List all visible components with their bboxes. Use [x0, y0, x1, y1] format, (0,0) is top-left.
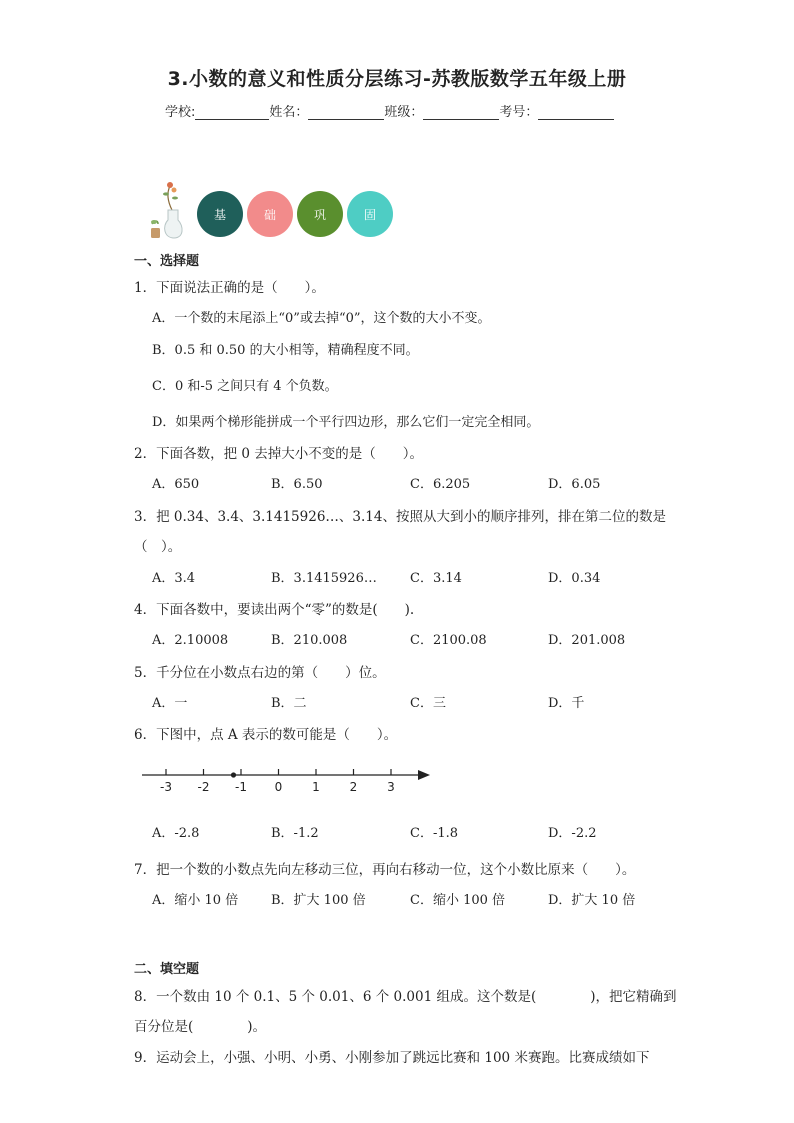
question-8-line-2: 百分位是( )。 — [134, 1019, 267, 1035]
question-5-option-d[interactable]: D．千 — [548, 696, 585, 711]
point-a-marker — [231, 772, 236, 777]
question-7-stem: 7．把一个数的小数点先向左移动三位，再向右移动一位，这个小数比原来（ ）。 — [134, 862, 636, 878]
question-6-stem: 6．下图中，点 A 表示的数可能是（ ）。 — [134, 727, 398, 743]
number-line-tick-label: -1 — [235, 780, 247, 794]
question-1-stem: 1．下面说法正确的是（ ）。 — [134, 280, 325, 296]
question-3-stem-continued: （ ）。 — [134, 539, 182, 555]
question-6-option-c[interactable]: C．-1.8 — [410, 826, 459, 841]
arrow-icon — [418, 770, 430, 780]
number-line-tick-label: 0 — [274, 780, 283, 794]
question-4-option-d[interactable]: D．201.008 — [548, 633, 626, 648]
question-3-option-a[interactable]: A．3.4 — [152, 571, 196, 586]
name-label: 姓名： — [269, 105, 309, 120]
question-7-option-a[interactable]: A．缩小 10 倍 — [152, 893, 239, 908]
question-3-option-c[interactable]: C．3.14 — [410, 571, 462, 586]
number-line-tick-label: -3 — [160, 780, 172, 794]
question-9-line-1: 9．运动会上，小强、小明、小勇、小刚参加了跳远比赛和 100 米赛跑。比赛成绩如下 — [134, 1050, 650, 1066]
number-line-tick-label: 2 — [349, 780, 358, 794]
name-field[interactable] — [308, 105, 384, 120]
question-7-option-d[interactable]: D．扩大 10 倍 — [548, 893, 636, 908]
question-5-option-c[interactable]: C．三 — [410, 696, 446, 711]
class-field[interactable] — [423, 105, 499, 120]
badge-gong: 巩 — [297, 191, 343, 237]
question-1-option-c[interactable]: C．0 和-5 之间只有 4 个负数。 — [152, 379, 338, 394]
number-line — [140, 760, 440, 800]
exam-no-field[interactable] — [538, 105, 614, 120]
question-7-option-b[interactable]: B．扩大 100 倍 — [271, 893, 366, 908]
question-2-option-a[interactable]: A．650 — [152, 477, 200, 492]
section-heading-choice: 一、选择题 — [134, 254, 200, 269]
number-line-tick-label: -2 — [197, 780, 210, 794]
question-8-line-1: 8．一个数由 10 个 0.1、5 个 0.01、6 个 0.001 组成。这个数是( )，把它精确到 — [134, 989, 677, 1005]
question-5-option-b[interactable]: B．二 — [271, 696, 307, 711]
school-label: 学校: — [165, 105, 196, 120]
number-line-tick-label: 3 — [387, 780, 395, 794]
question-4-option-a[interactable]: A．2.10008 — [152, 633, 229, 648]
question-5-option-a[interactable]: A．一 — [152, 696, 188, 711]
exam-no-label: 考号： — [499, 105, 539, 120]
question-6-option-a[interactable]: A．-2.8 — [152, 826, 200, 841]
question-4-option-c[interactable]: C．2100.08 — [410, 633, 487, 648]
badge-row — [197, 191, 393, 237]
question-3-option-d[interactable]: D．0.34 — [548, 571, 601, 586]
question-2-option-c[interactable]: C．6.205 — [410, 477, 471, 492]
question-2-option-b[interactable]: B．6.50 — [271, 477, 323, 492]
badge-ji: 基 — [197, 191, 243, 237]
section-heading-fill: 二、填空题 — [134, 962, 200, 977]
question-4-stem: 4．下面各数中，要读出两个“零”的数是( ). — [134, 602, 415, 618]
student-info — [165, 101, 614, 120]
question-1-option-a[interactable]: A．一个数的末尾添上“0”或去掉“0”，这个数的大小不变。 — [152, 311, 491, 326]
question-3-option-b[interactable]: B．3.1415926… — [271, 571, 377, 586]
question-6-option-d[interactable]: D．-2.2 — [548, 826, 597, 841]
question-6-option-b[interactable]: B．-1.2 — [271, 826, 319, 841]
question-2-option-d[interactable]: D．6.05 — [548, 477, 601, 492]
question-4-option-b[interactable]: B．210.008 — [271, 633, 348, 648]
question-2-stem: 2．下面各数，把 0 去掉大小不变的是（ ）。 — [134, 446, 424, 462]
badge-chu: 础 — [247, 191, 293, 237]
number-line-tick-label: 1 — [312, 780, 320, 794]
badge-gu: 固 — [347, 191, 393, 237]
question-3-stem: 3．把 0.34、3.4、3.1415926…、3.14、按照从大到小的顺序排列，排在第二位的数是 — [134, 509, 666, 525]
page-title: 3.小数的意义和性质分层练习-苏教版数学五年级上册 — [167, 68, 627, 90]
question-7-option-c[interactable]: C．缩小 100 倍 — [410, 893, 506, 908]
plant-vase-icon — [148, 180, 188, 242]
question-5-stem: 5．千分位在小数点右边的第（ ）位。 — [134, 665, 386, 681]
question-1-option-d[interactable]: D．如果两个梯形能拼成一个平行四边形，那么它们一定完全相同。 — [152, 415, 540, 430]
school-field[interactable] — [195, 105, 269, 120]
question-1-option-b[interactable]: B．0.5 和 0.50 的大小相等，精确程度不同。 — [152, 343, 419, 358]
class-label: 班级： — [384, 105, 424, 120]
